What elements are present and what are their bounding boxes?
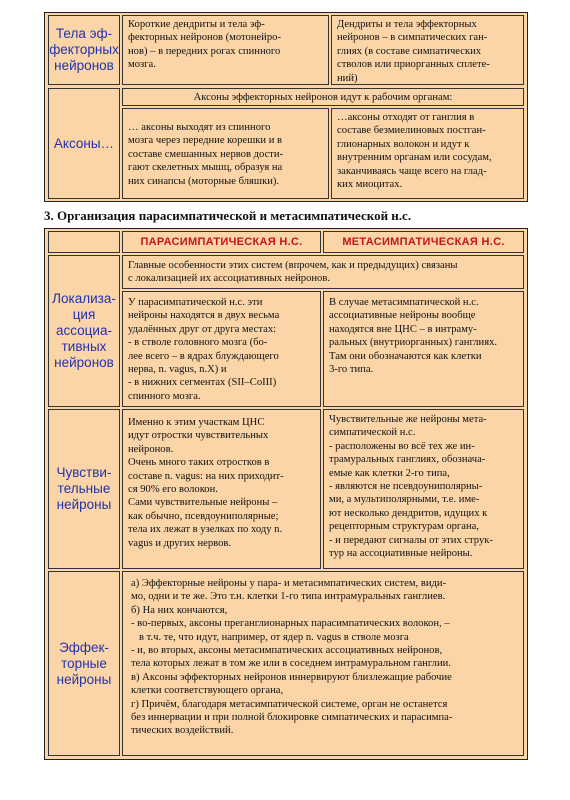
text-line: Сами чувствительные нейроны – [128, 497, 278, 509]
text-line: нейроны находятся в двух весьма [128, 310, 280, 322]
text-line: - в нижних сегментах (SII–CoIII) [128, 377, 277, 389]
text-line: клетки соответствующего органа, [131, 685, 284, 697]
parasympathetic-association-cell [122, 291, 321, 407]
text-line: Короткие дендриты и тела эф- [128, 19, 265, 30]
text-line: тела которых лежат в том же или в соседнем интрамуральном ганглии. [131, 658, 451, 670]
text-line: нейронов – в симпатических ган- [337, 32, 488, 44]
text-line: Главные особенности этих систем (впрочем, как и предыдущих) связаны [128, 260, 458, 271]
text-line: трамуральных ганглиях, обознача- [329, 454, 486, 466]
row-label-sensory-neurons: Чувстви-тельные нейроны [48, 409, 120, 569]
text-line: Очень много таких отростков в [128, 457, 270, 469]
text-line: - в стволе головного мозга (бо- [128, 337, 268, 349]
text-line: мозга. [128, 59, 156, 71]
text-line: удалённых друг от друга местах: [128, 323, 277, 335]
text-line: глионарных волокон и идут к [337, 138, 470, 150]
section-heading: 3. Организация парасимпатической и метасимпатической н.с. [44, 208, 412, 223]
text-line: тических воздействий. [131, 725, 234, 737]
text-line: в) Аксоны эффекторных нейронов иннервируют близлежащие рабочие [131, 671, 452, 683]
text-line: спинного мозга. [128, 390, 201, 402]
text-line: нейронов. [128, 443, 174, 455]
text-line: без иннервации и при полной блокировке симпатических и парасимпа- [131, 712, 453, 724]
text-line: составе безмиелиновых постган- [337, 125, 486, 137]
sympathetic-axons-cell [331, 108, 524, 199]
text-line: рецепторным структурам органа, [329, 521, 479, 533]
text-line: - и, во вторых, аксоны метасимпатических ассоциативных нейронов, [131, 645, 443, 657]
text-line: 3-го типа. [329, 364, 374, 376]
text-line: г) Причём, благодаря метасимпатической системе, орган не останется [131, 698, 448, 710]
text-line: емые как клетки 2-го типа, [329, 467, 450, 479]
text-line: нерва, n. vagus, n.X) и [128, 364, 227, 376]
text-line: фекторных нейронов (мотонейро- [128, 32, 281, 44]
text-line: ассоциативные нейроны вообще [329, 310, 476, 322]
text-line: Именно к этим участкам ЦНС [128, 417, 265, 428]
association-summary-cell [122, 255, 524, 289]
text-line: находятся вне ЦНС – в интраму- [329, 323, 477, 335]
text-line: стволов или приорганных сплете- [337, 59, 490, 71]
text-line: лее всего – в ядрах блуждающего [128, 350, 279, 362]
text-line: - расположены во всё тех же ин- [329, 440, 475, 452]
somatic-axons-cell [122, 108, 329, 199]
text-line: ральных (внутриорганных) ганглиях. [329, 337, 498, 349]
text-line: Там они обозначаются как клетки [329, 350, 482, 362]
somatic-effector-bodies-cell [122, 15, 329, 85]
column-header-parasympathetic: ПАРАСИМПАТИЧЕСКАЯ Н.С. [122, 231, 321, 253]
row-label-association-neurons: Локализа-ция ассоциа-тивных нейронов [48, 255, 120, 407]
text-line: …аксоны отходят от ганглия в [337, 112, 475, 123]
effector-neurons-cell [122, 571, 524, 756]
text-line: идут отростки чувствительных [128, 430, 269, 442]
row-label-effector-neurons: Эффек-торные нейроны [48, 571, 120, 756]
text-line: них синапсы (моторные бляшки). [128, 175, 280, 187]
text-line: заканчиваясь чаще всего на глад- [337, 165, 487, 177]
text-line: ких миоцитах. [337, 179, 403, 191]
text-line: мозга через передние корешки и в [128, 135, 283, 147]
text-line: внутренним органам или сосудам, [337, 152, 492, 164]
sympathetic-effector-bodies-cell [331, 15, 524, 85]
text-line: vagus и других нервов. [128, 537, 232, 549]
text-line: ся 90% его волокон. [128, 484, 218, 496]
text-line: У парасимпатической н.с. эти [128, 297, 263, 308]
text-line: ют несколько дендритов, идущих к [329, 507, 488, 519]
text-line: с локализацией их ассоциативных нейронов. [128, 273, 330, 285]
axons-summary-cell: Аксоны эффекторных нейронов идут к рабочим органам: [122, 88, 524, 106]
text-line: тур на ассоциативные нейроны. [329, 548, 473, 560]
text-line: нов) – в передних рогах спинного [128, 45, 281, 57]
text-line: б) На них кончаются, [131, 604, 228, 616]
text-line: а) Эффекторные нейроны у пара- и метасимпатических систем, види- [131, 578, 447, 589]
text-line: Дендриты и тела эффекторных [337, 19, 477, 30]
metasympathetic-sensory-cell [323, 409, 524, 569]
text-line: - и передают сигналы от этих струк- [329, 534, 493, 546]
text-line: Чувствительные же нейроны мета- [329, 414, 487, 425]
row-label-effector-bodies: Тела эф-фекторных нейронов [48, 15, 120, 85]
text-line: гают скелетных мышц, образуя на [128, 162, 283, 174]
metasympathetic-association-cell [323, 291, 524, 407]
text-line: … аксоны выходят из спинного [128, 122, 271, 133]
text-line: тела их лежат в узелках по ходу n. [128, 524, 283, 536]
text-line: В случае метасимпатической н.с. [329, 297, 479, 308]
text-line: ми, а мультиполярными, т.е. име- [329, 494, 480, 506]
text-line: составе смешанных нервов дости- [128, 148, 284, 160]
text-line: симпатической н.с. [329, 427, 416, 439]
text-line: ний) [337, 72, 358, 84]
row-label-axons: Аксоны… [48, 88, 120, 199]
text-line: - во-первых, аксоны преганглионарных парасимпатических волокон, – [131, 618, 450, 630]
parasympathetic-sensory-cell [122, 409, 321, 569]
text-line: составе n. vagus: на них приходит- [128, 470, 284, 482]
text-line: в т.ч. те, что идут, например, от ядер n. vagus в стволе мозга [139, 631, 409, 643]
corner-cell [48, 231, 120, 253]
column-header-metasympathetic: МЕТАСИМПАТИЧЕСКАЯ Н.С. [323, 231, 524, 253]
text-line: как обычно, псевдоуниполярные; [128, 510, 279, 522]
text-line: мо, одни и те же. Это т.н. клетки 1-го типа интрамуральных ганглиев. [131, 591, 446, 603]
text-line: глиях (в составе симпатических [337, 45, 482, 57]
text-line: - являются не псевдоуниполярны- [329, 481, 483, 493]
